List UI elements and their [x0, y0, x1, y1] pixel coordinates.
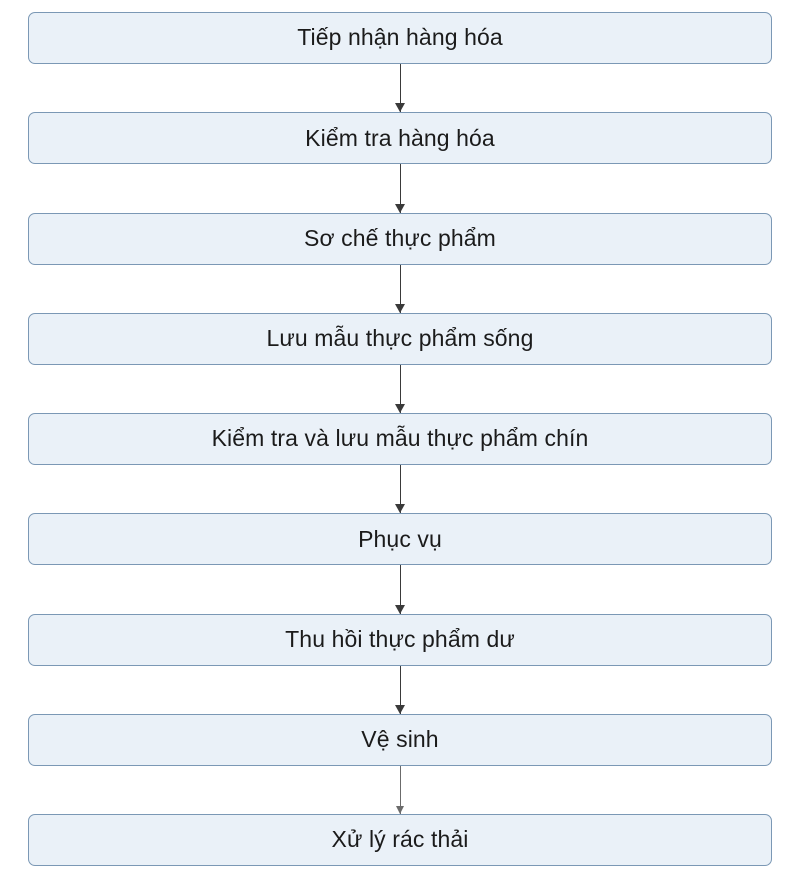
- flow-arrow-1: [28, 64, 772, 112]
- flow-arrow-5: [28, 465, 772, 513]
- flow-node-label: Kiểm tra và lưu mẫu thực phẩm chín: [211, 425, 589, 452]
- arrow-head-icon: [395, 705, 405, 714]
- flow-arrow-2: [28, 164, 772, 212]
- arrow-head-icon: [395, 404, 405, 413]
- flow-arrow-7: [28, 666, 772, 714]
- flow-node-xu-ly-rac-thai[interactable]: [28, 814, 772, 866]
- flow-arrow-6: [28, 565, 772, 613]
- flow-arrow-8: [28, 766, 772, 814]
- arrow-head-icon: [395, 204, 405, 213]
- flow-node-label: Lưu mẫu thực phẩm sống: [266, 325, 534, 352]
- flow-node-label: Vệ sinh: [361, 726, 439, 753]
- arrow-head-icon: [395, 304, 405, 313]
- arrow-head-icon: [395, 504, 405, 513]
- flow-node-label: Xử lý rác thải: [331, 826, 469, 853]
- flow-node-label: Tiếp nhận hàng hóa: [297, 24, 503, 51]
- flow-node-ve-sinh[interactable]: [28, 714, 772, 766]
- flow-node-thu-hoi-thuc-pham-du[interactable]: [28, 614, 772, 666]
- flow-node-kiem-tra-hang-hoa[interactable]: [28, 112, 772, 164]
- flow-node-so-che-thuc-pham[interactable]: [28, 213, 772, 265]
- arrow-head-icon: [396, 806, 404, 814]
- flow-node-label: Sơ chế thực phẩm: [304, 224, 496, 251]
- flow-node-label: Phục vụ: [358, 525, 442, 552]
- flow-arrow-4: [28, 365, 772, 413]
- flow-node-tiep-nhan-hang-hoa[interactable]: [28, 12, 772, 64]
- flow-node-label: Kiểm tra hàng hóa: [305, 124, 495, 151]
- flow-arrow-3: [28, 265, 772, 313]
- arrow-head-icon: [395, 103, 405, 112]
- arrow-head-icon: [395, 605, 405, 614]
- flow-node-phuc-vu[interactable]: [28, 513, 772, 565]
- flow-node-kiem-tra-va-luu-mau-thuc-pham-chin[interactable]: [28, 413, 772, 465]
- flow-node-label: Thu hồi thực phẩm dư: [285, 625, 515, 652]
- flow-node-luu-mau-thuc-pham-song[interactable]: [28, 313, 772, 365]
